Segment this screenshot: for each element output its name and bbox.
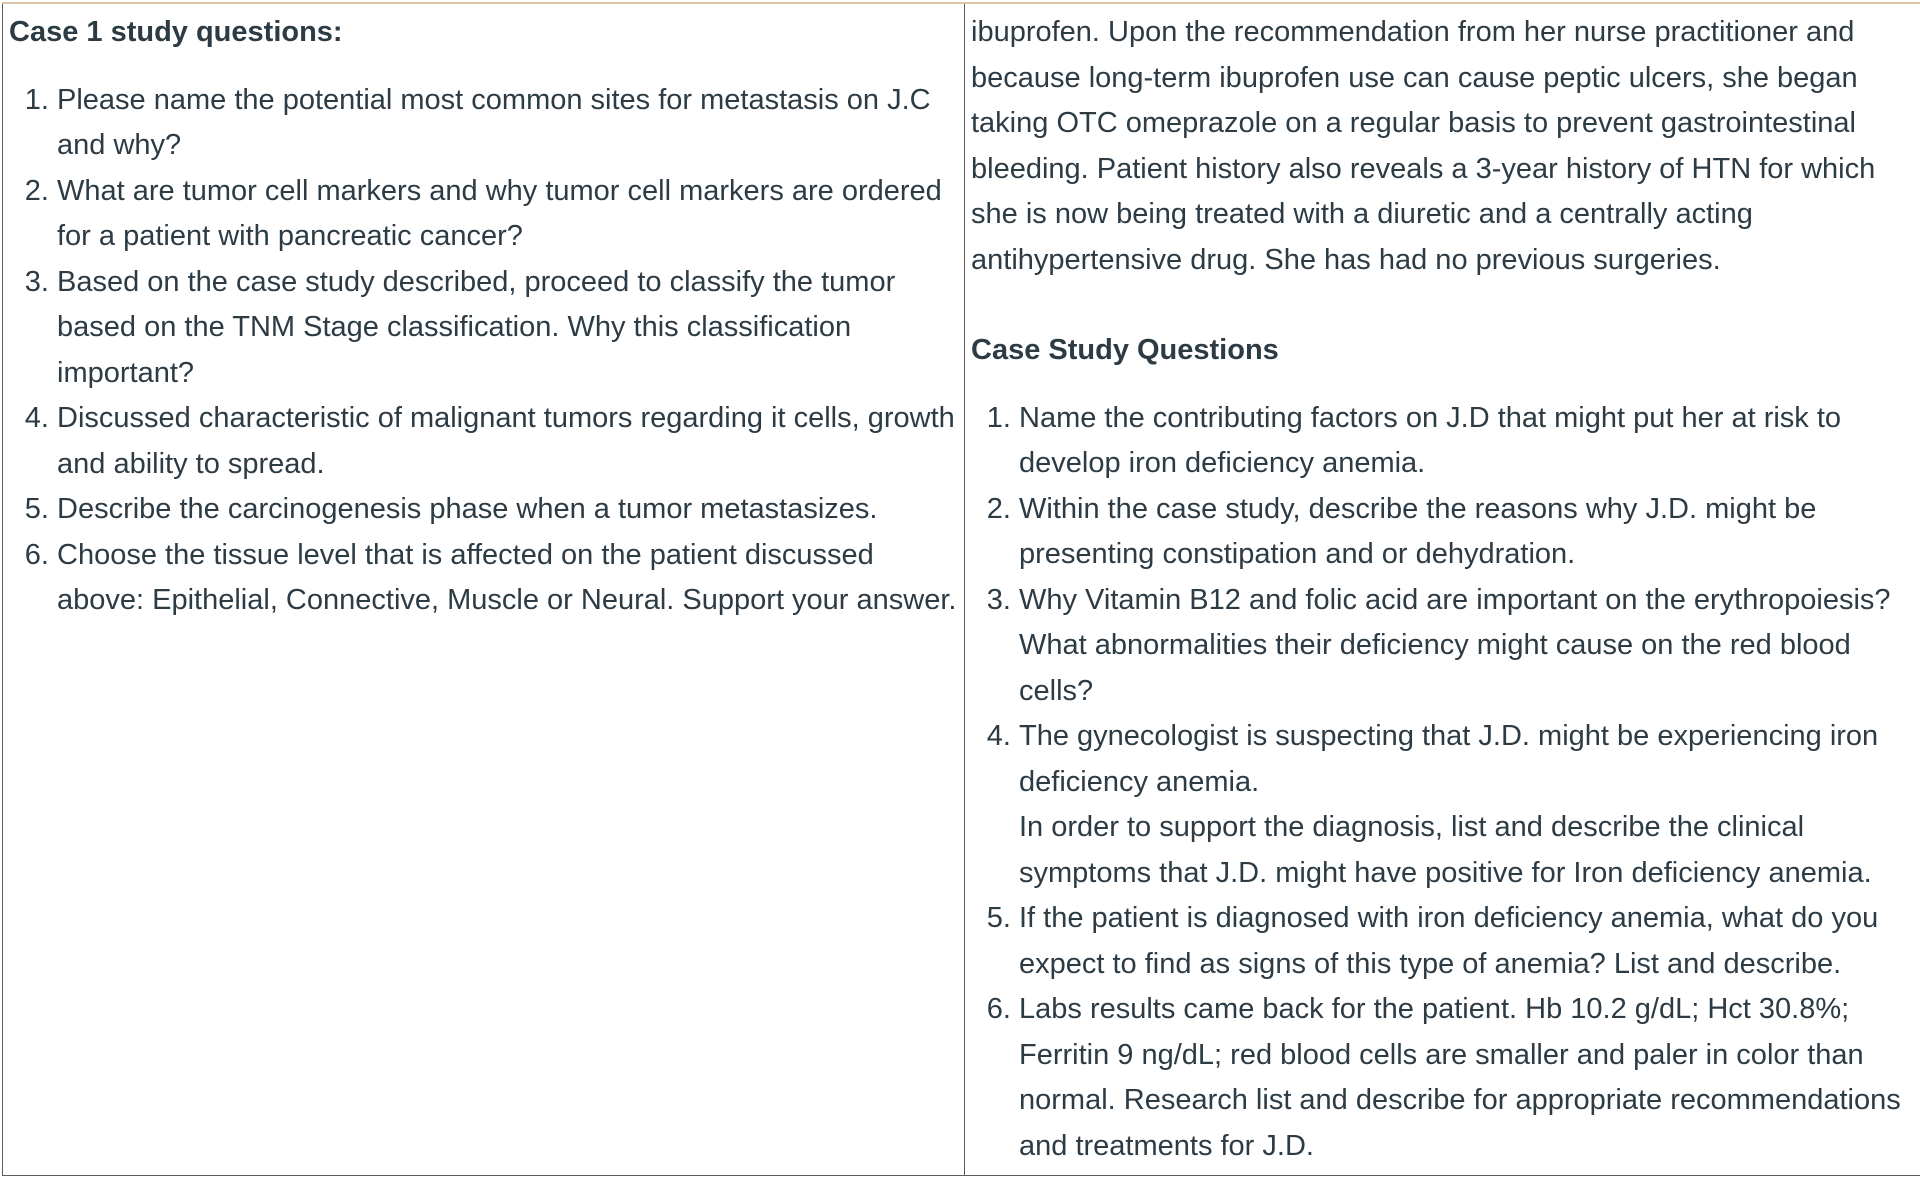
list-item	[1019, 987, 1920, 1169]
list-item-text: If the patient is diagnosed with iron deficiency anemia, what do you expect to find as signs of this type of anemia? List and describe.	[1019, 902, 1879, 980]
list-item: 2. What are tumor cell markers and why tumor cell markers are ordered for a patient with pancreatic cancer?	[57, 169, 964, 260]
left-question-list	[9, 78, 964, 624]
list-item	[1019, 714, 1920, 896]
list-item	[1019, 396, 1920, 487]
list-item-text: Why Vitamin B12 and folic acid are important on the erythropoiesis? What abnormalities their deficiency might cause on the red blood cells?	[1019, 583, 1891, 707]
list-item-text: The gynecologist is suspecting that J.D. might be experiencing iron deficiency anemia.	[1019, 720, 1879, 798]
list-item: 6. Choose the tissue level that is affected on the patient discussed above: Epithelial, Connective, Muscle or Neural. Support your answer.	[57, 533, 964, 624]
list-item-subtext: In order to support the diagnosis, list and describe the clinical symptoms that J.D. might have positive for Iron deficiency anemia.	[1019, 811, 1872, 889]
right-question-list	[971, 396, 1920, 1170]
left-cell	[3, 3, 965, 1176]
left-heading: Case 1 study questions:	[9, 16, 343, 48]
list-item-text: Name the contributing factors on J.D that might put her at risk to develop iron deficiency anemia.	[1019, 401, 1842, 479]
list-item-text: Within the case study, describe the reasons why J.D. might be presenting constipation and or dehydration.	[1019, 492, 1817, 570]
list-item	[1019, 578, 1920, 715]
list-item: 3. Based on the case study described, proceed to classify the tumor based on the TNM Stage classification. Why this classification important?	[57, 260, 964, 397]
case-study-table	[2, 2, 1920, 1176]
right-heading: Case Study Questions	[971, 334, 1279, 366]
intro-paragraph: ibuprofen. Upon the recommendation from her nurse practitioner and because long-term ibuprofen use can cause peptic ulcers, she began taking OTC omeprazole on a regular basis to prevent gastrointestinal bleeding. Patient history also reveals a 3-year history of HTN for which she is now being treated with a diuretic and a centrally acting antihypertensive drug. She has had no previous surgeries.	[971, 16, 1876, 276]
right-cell	[965, 3, 1920, 1176]
table-row	[3, 3, 1920, 1176]
list-item: 4. Discussed characteristic of malignant tumors regarding it cells, growth and ability to spread.	[57, 396, 964, 487]
list-item: 1. Please name the potential most common sites for metastasis on J.C and why?	[57, 78, 964, 169]
list-item-text: Labs results came back for the patient. Hb 10.2 g/dL; Hct 30.8%; Ferritin 9 ng/dL; red blood cells are smaller and paler in color than normal. Research list and describe for appropriate recommendations and treatments for J.D.	[1019, 993, 1901, 1162]
list-item	[1019, 896, 1920, 987]
list-item: 5. Describe the carcinogenesis phase when a tumor metastasizes.	[57, 487, 964, 533]
list-item	[1019, 487, 1920, 578]
